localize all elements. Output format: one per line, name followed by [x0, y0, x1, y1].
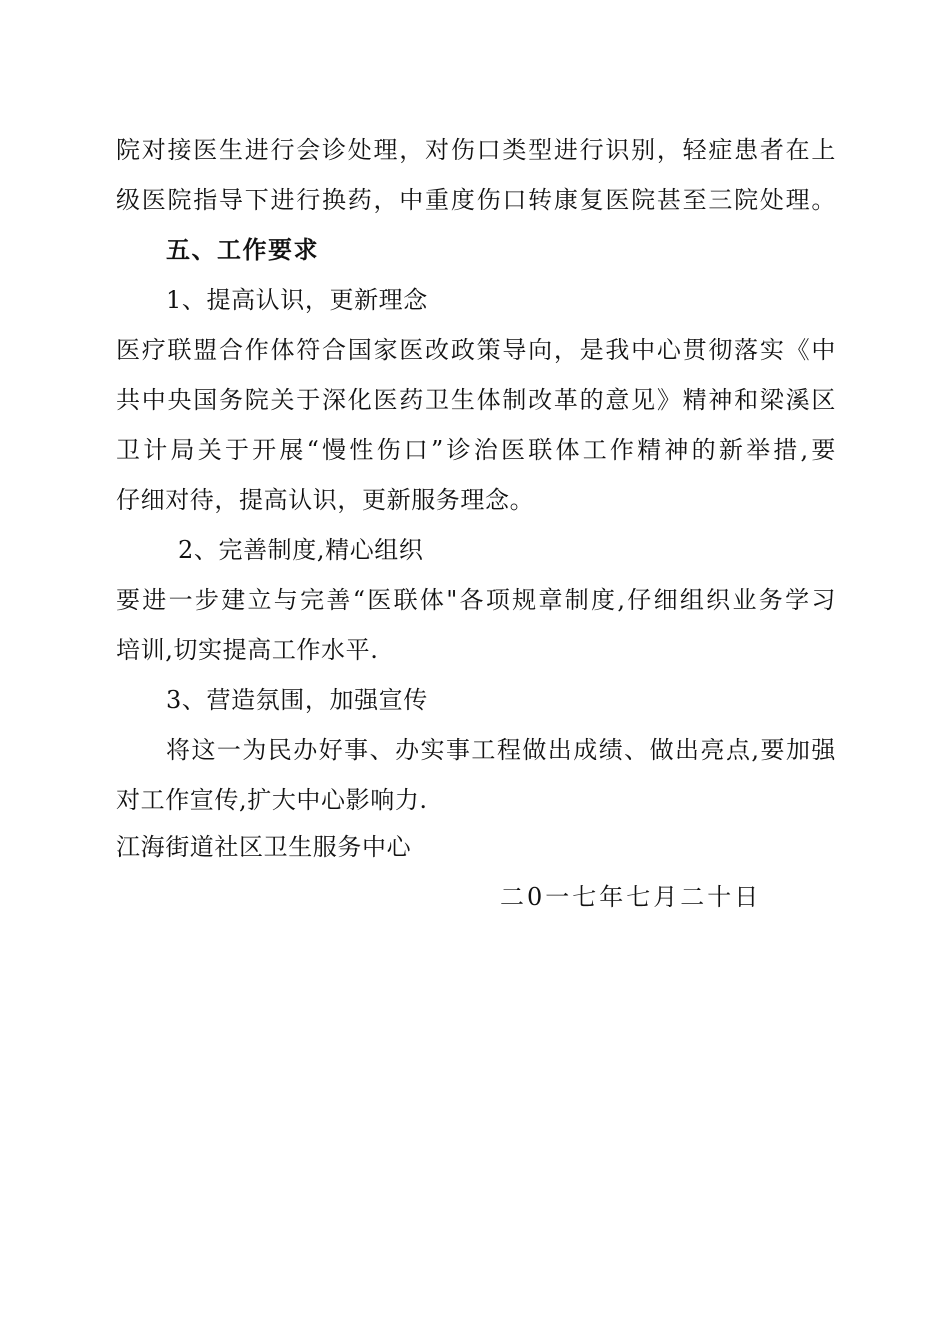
item2-title: 2、完善制度,精心组织	[178, 536, 424, 564]
item1-line3: 卫计局关于开展“慢性伤口”诊治医联体工作精神的新举措,要	[116, 436, 836, 464]
signature-organization: 江海街道社区卫生服务中心	[116, 833, 412, 861]
para1-line2: 级医院指导下进行换药，中重度伤口转康复医院甚至三院处理。	[116, 186, 836, 214]
item3-line2: 对工作宣传,扩大中心影响力.	[116, 786, 428, 814]
item1-line4: 仔细对待，提高认识，更新服务理念。	[116, 486, 535, 514]
section5-heading: 五、工作要求	[166, 235, 319, 264]
item1-title: 1、提高认识，更新理念	[166, 286, 428, 314]
item2-line1: 要进一步建立与完善“医联体"各项规章制度,仔细组织业务学习	[116, 586, 836, 614]
signature-date: 二0一七年七月二十日	[500, 883, 762, 911]
item1-line1: 医疗联盟合作体符合国家医改政策导向，是我中心贯彻落实《中	[116, 336, 836, 364]
para1-line1: 院对接医生进行会诊处理，对伤口类型进行识别，轻症患者在上	[116, 136, 836, 164]
item1-line2: 共中央国务院关于深化医药卫生体制改革的意见》精神和梁溪区	[116, 386, 836, 414]
item3-line1: 将这一为民办好事、办实事工程做出成绩、做出亮点,要加强	[166, 736, 836, 764]
item3-title: 3、营造氛围，加强宣传	[166, 686, 428, 714]
item2-line2: 培训,切实提高工作水平.	[116, 636, 379, 664]
